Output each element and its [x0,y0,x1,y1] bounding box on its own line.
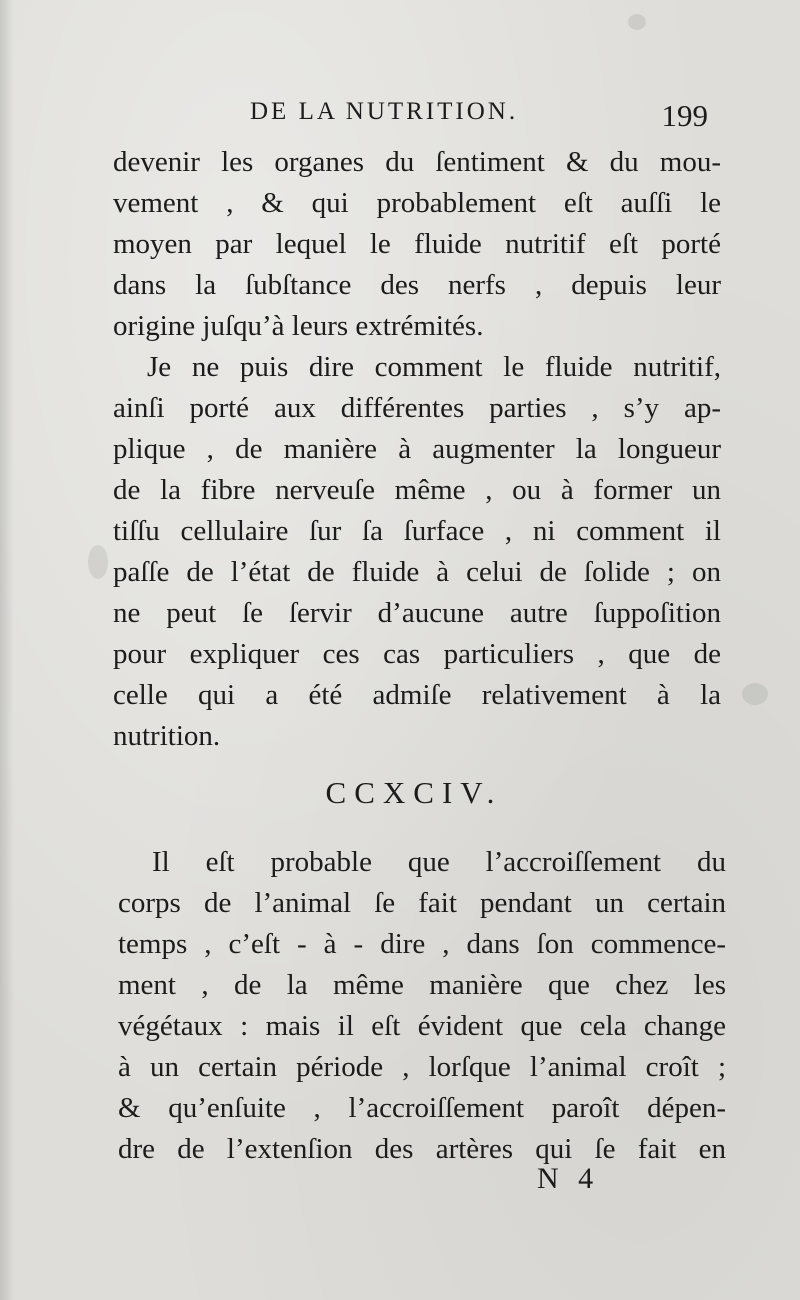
text-line: ainſi porté aux différentes parties , s’y ap- [113,392,721,424]
paragraph-block-2 [118,842,726,1170]
text-line: corps de l’animal ſe fait pendant un certain [118,887,726,919]
text-line: temps , c’eſt - à - dire , dans ſon commence- [118,928,726,960]
section-heading: CCXCIV. [325,775,503,810]
text-line: Il eſt probable que l’accroiſſement du [152,846,726,878]
text-line: Je ne puis dire comment le fluide nutritif, [147,351,721,383]
text-line: & qu’enſuite , l’accroiſſement paroît dépen- [118,1092,726,1124]
page-number: 199 [661,98,708,133]
text-line: ne peut ſe ſervir d’aucune autre ſuppoſition [113,597,721,629]
text-line: devenir les organes du ſentiment & du mou- [113,146,721,178]
running-title: DE LA NUTRITION. [250,98,519,125]
text-line: origine juſqu’à leurs extrémités. [113,310,484,342]
paragraph-block-1 [113,142,721,757]
text-line: dans la ſubſtance des nerfs , depuis leur [113,269,721,301]
text-line: paſſe de l’état de fluide à celui de ſolide ; on [113,556,721,588]
text-line: tiſſu cellulaire ſur ſa ſurface , ni comment il [113,515,721,547]
page-header [250,98,708,138]
page-edge-shadow [0,0,14,1300]
ink-smudge [628,14,646,30]
text-line: à un certain période , lorſque l’animal croît ; [118,1051,726,1083]
text-line: celle qui a été admiſe relativement à la [113,679,721,711]
text-line: pour expliquer ces cas particuliers , que de [113,638,721,670]
ink-smudge [88,545,108,579]
signature-mark: N 4 [537,1162,600,1195]
ink-smudge [742,683,768,705]
text-line: nutrition. [113,720,221,752]
text-line: dre de l’extenſion des artères qui ſe fait en [118,1133,726,1165]
text-line: de la fibre nerveuſe même , ou à former un [113,474,721,506]
text-line: ment , de la même manière que chez les [118,969,726,1001]
text-line: plique , de manière à augmenter la longueur [113,433,721,465]
text-line: végétaux : mais il eſt évident que cela change [118,1010,726,1042]
text-line: moyen par lequel le fluide nutritif eſt porté [113,228,721,260]
text-line: vement , & qui probablement eſt auſſi le [113,187,721,219]
